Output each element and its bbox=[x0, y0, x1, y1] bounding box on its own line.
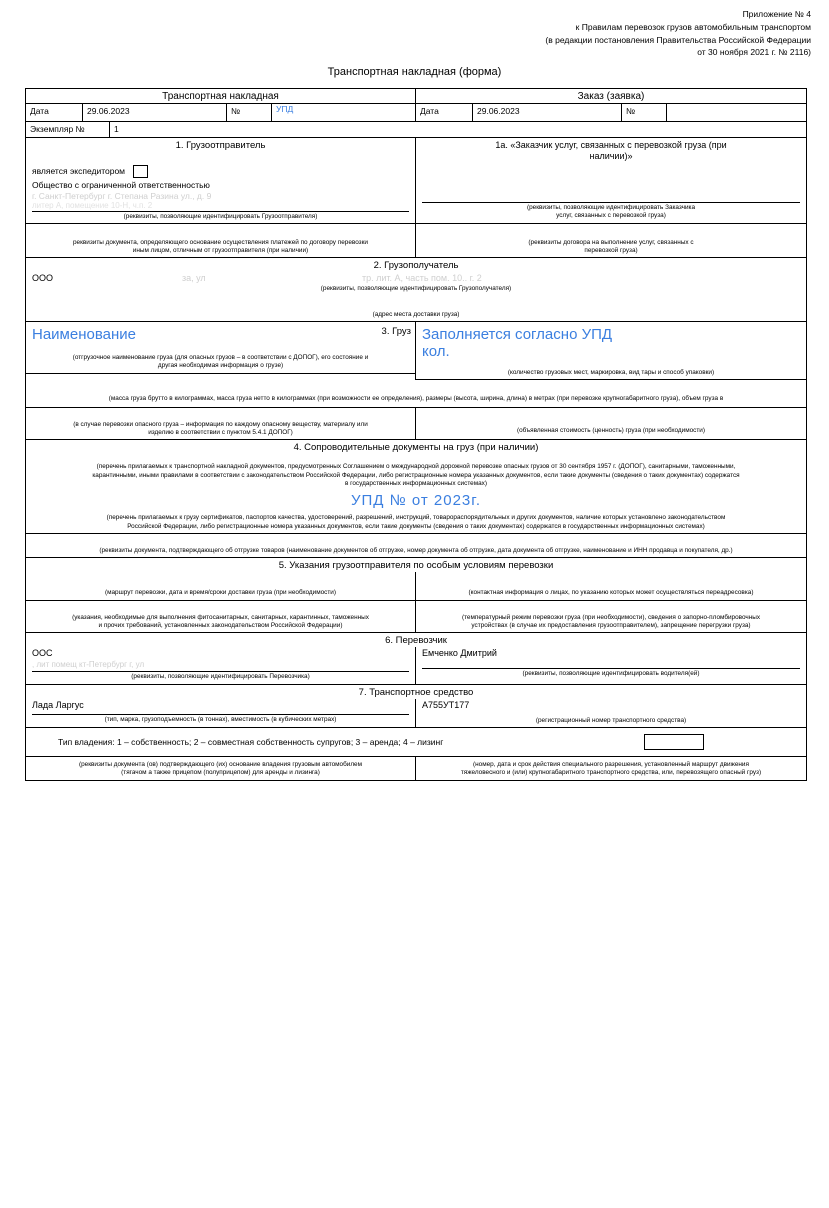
section-1a-title-line1: 1а. «Заказчик услуг, связанных с перевозкой груза (при bbox=[495, 140, 727, 150]
date-label: Дата bbox=[26, 104, 83, 121]
section-3-title: 3. Груз bbox=[381, 326, 411, 338]
section-1-title: 1. Грузоотправитель bbox=[175, 140, 266, 151]
order-title: Заказ (заявка) bbox=[416, 89, 806, 104]
section-1a-title bbox=[416, 138, 806, 164]
order-date-value[interactable]: 29.06.2023 bbox=[473, 104, 622, 121]
appendix-line-2: к Правилам перевозок грузов автомобильным транспортом bbox=[575, 21, 811, 32]
carrier-name[interactable]: ООС bbox=[32, 648, 53, 659]
vehicle-model[interactable]: Лада Ларгус bbox=[32, 699, 84, 710]
special-permit-hint-line2: тяжеловесного и (или) крупногабаритного транспортного средства, или, перевозящего опасный груз) bbox=[460, 769, 762, 777]
sanitary-requirements-hint-line2: и прочих требований, установленных законодательством Российской Федерации) bbox=[98, 622, 343, 630]
consignee-address-hint: (адрес места доставки груза) bbox=[26, 310, 806, 322]
payment-basis-hint-line2: иным лицом, отличным от грузоотправителя (при наличии) bbox=[132, 247, 309, 255]
consignor-address-1[interactable]: г. Санкт-Петербург г. Степана Разина ул., д. 9 bbox=[32, 190, 212, 201]
copy-value[interactable]: 1 bbox=[114, 124, 119, 134]
section-5-row-1 bbox=[26, 572, 806, 600]
consignor-address-2[interactable]: литер А, помещение 10-Н, ч.п. 2 bbox=[32, 200, 153, 210]
consignee-row bbox=[26, 272, 806, 322]
upd-reference-value[interactable]: УПД № от 2023г. bbox=[350, 492, 482, 510]
accompanying-docs-hint-2-line1: (перечень прилагаемых к грузу сертификатов, паспортов качества, удостоверений, разрешений, инструкций, товарораспорядительных и других документов, наличие которых установлено законодательством bbox=[106, 514, 726, 522]
accompanying-docs-hint-1 bbox=[26, 462, 806, 490]
cargo-name-hint-line2: другая необходимая информация о грузе) bbox=[157, 362, 284, 370]
accompanying-docs-hint-1-line2: карантинными, иными правилами в соответствии с законодательством Российской Федерации, либо регистрационные номера указанных документов, если такие документы (сведения о таких документах) содержатся bbox=[92, 471, 740, 479]
route-hint: (маршрут перевозки, дата и время/сроки доставки груза (при необходимости) bbox=[104, 589, 337, 597]
driver-hint: (реквизиты, позволяющие идентифицировать водителя(ей) bbox=[522, 670, 700, 678]
date-value[interactable]: 29.06.2023 bbox=[83, 104, 227, 121]
service-contract-hint bbox=[416, 238, 806, 258]
ownership-label: Тип владения: 1 – собственность; 2 – совместная собственность супругов; 3 – аренда; 4 – лизинг bbox=[58, 737, 444, 748]
shipment-doc-hint: (реквизиты документа, подтверждающего об отгрузке товаров (наименование документов об отгрузке, номер документа об отгрузке, дата документа об отгрузке, наименование и ИНН продавца и покупателя, др.) bbox=[99, 547, 733, 555]
section-6-title-row bbox=[26, 633, 806, 647]
date-number-row bbox=[26, 104, 806, 122]
consignee-hint: (реквизиты, позволяющие идентифицировать Грузополучателя) bbox=[320, 285, 512, 293]
accompanying-docs-hint-1-line3: в государственных информационных системах) bbox=[344, 480, 487, 488]
ownership-doc-hint-line2: (тягачом а также прицепом (полуприцепом) для аренды и лизинга) bbox=[121, 769, 320, 777]
section-7-title-row bbox=[26, 685, 806, 699]
section-5-title: 5. Указания грузоотправителя по особым условиям перевозки bbox=[278, 560, 554, 572]
carrier-hint: (реквизиты, позволяющие идентифицировать Перевозчика) bbox=[131, 673, 310, 681]
special-permit-hint bbox=[416, 757, 806, 780]
dangerous-goods-hint-line2: изделию в соответствии с пунктом 5.4.1 ДОПОГ) bbox=[148, 429, 293, 437]
appendix-header bbox=[545, 8, 811, 59]
expeditor-label: является экспедитором bbox=[32, 165, 126, 176]
order-number-value[interactable] bbox=[667, 104, 806, 121]
section-2-title-row bbox=[26, 258, 806, 272]
appendix-line-1: Приложение № 4 bbox=[742, 9, 811, 19]
cargo-danger-row bbox=[26, 408, 806, 441]
section-6-title: 6. Перевозчик bbox=[385, 635, 447, 647]
section-4-hint3-row bbox=[26, 534, 806, 558]
form-header-row bbox=[26, 89, 806, 104]
payment-basis-row bbox=[26, 223, 806, 259]
consignee-value-right[interactable]: тр. лит. А, часть пом. 10.. г. 2 bbox=[362, 273, 482, 284]
order-date-label: Дата bbox=[416, 104, 473, 121]
vehicle-hint: (тип, марка, грузоподъемность (в тоннах), вместимость (в кубических метрах) bbox=[104, 715, 337, 723]
cargo-right-blue-1[interactable]: Заполняется согласно УПД bbox=[422, 326, 613, 344]
accompanying-docs-hint-2-line2: Российской Федерации, либо регистрационные номера указанных документов, если такие документы (сведения о таких документах) содержатся в государственных информационных системах) bbox=[127, 522, 705, 530]
section-5-title-row bbox=[26, 558, 806, 572]
waybill-date-block bbox=[26, 104, 416, 122]
section-4-hint1-row bbox=[26, 454, 806, 534]
section-1-titles bbox=[26, 138, 806, 164]
consignee-value-left[interactable]: ООО bbox=[32, 273, 54, 284]
section-2-title: 2. Грузополучатель bbox=[373, 260, 459, 272]
service-contract-hint-line2: перевозкой груза) bbox=[584, 247, 638, 255]
section-6-row bbox=[26, 647, 806, 684]
sanitary-requirements-hint-line1: (указания, необходимые для выполнения фитосанитарных, санитарных, карантинных, таможенных bbox=[72, 613, 369, 621]
cargo-name-value[interactable]: Наименование bbox=[32, 326, 136, 344]
payment-basis-hint bbox=[26, 238, 415, 258]
copy-number-row bbox=[26, 122, 806, 138]
ownership-row bbox=[26, 728, 806, 757]
ownership-hints-row bbox=[26, 757, 806, 780]
special-permit-hint-line1: (номер, дата и срок действия специального разрешения, установленный маршрут движения bbox=[473, 761, 749, 769]
temperature-mode-hint bbox=[416, 613, 806, 633]
declared-value-hint: (объявленная стоимость (ценность) груза (при необходимости) bbox=[517, 426, 705, 434]
redirect-contacts-hint: (контактная информация о лицах, по указанию которых может осуществляться переадресовка) bbox=[468, 589, 754, 597]
cargo-mass-hint: (масса груза брутто в килограммах, масса груза нетто в килограммах (при возможности ее определения), размеры (высота, ширина, длина) в метрах (при перевозке крупногабаритного груза), объем груза в bbox=[108, 395, 724, 403]
section-7-title: 7. Транспортное средство bbox=[358, 686, 474, 698]
transport-waybill-form bbox=[25, 88, 807, 781]
expeditor-checkbox[interactable] bbox=[133, 165, 148, 178]
consignor-name[interactable]: Общество с ограниченной ответственностью bbox=[32, 179, 210, 190]
consignor-row bbox=[26, 164, 806, 223]
accompanying-docs-hint-1-line1: (перечень прилагаемых к транспортной накладной документов, предусмотренных Соглашением о международной дорожной перевозке опасных грузов от 30 сентября 1957 г. (ДОПОГ), санитарными, таможенными, bbox=[96, 463, 736, 471]
appendix-line-3: (в редакции постановления Правительства Российской Федерации bbox=[545, 34, 811, 45]
consignee-value-mid[interactable]: за, ул bbox=[182, 273, 206, 284]
vehicle-plate[interactable]: А755УТ177 bbox=[422, 699, 470, 710]
accompanying-docs-hint-2 bbox=[26, 513, 806, 534]
cargo-packaging-hint: (количество грузовых мест, маркировка, вид тары и способ упаковки) bbox=[416, 363, 806, 380]
customer-hint bbox=[416, 203, 806, 223]
number-value[interactable]: УПД bbox=[276, 104, 294, 114]
vehicle-plate-hint: (регистрационный номер транспортного средства) bbox=[535, 716, 687, 724]
number-label: № bbox=[227, 104, 272, 121]
appendix-line-4: от 30 ноября 2021 г. № 2116) bbox=[697, 47, 811, 58]
page-title: Транспортная накладная (форма) bbox=[327, 66, 502, 78]
dangerous-goods-hint-line1: (в случае перевозки опасного груза – информация по каждому опасному веществу, материалу или bbox=[73, 420, 368, 428]
temperature-mode-hint-line1: (температурный режим перевозки груза (при необходимости), сведения о запорно-пломбировочных bbox=[461, 613, 761, 621]
copy-label: Экземпляр № bbox=[26, 122, 110, 137]
cargo-right-blue-2[interactable]: кол. bbox=[422, 343, 450, 361]
expeditor-line bbox=[26, 164, 415, 178]
ownership-type-input[interactable] bbox=[644, 734, 704, 750]
payment-basis-hint-line1: реквизиты документа, определяющего основание осуществления платежей по договору перевозки bbox=[73, 238, 368, 246]
section-1a-title-line2: наличии)» bbox=[589, 151, 633, 162]
section-4-title-row bbox=[26, 440, 806, 454]
consignor-hint: (реквизиты, позволяющие идентифицировать Грузоотправителя) bbox=[123, 212, 318, 220]
customer-hint-line1: (реквизиты, позволяющие идентифицировать Заказчика bbox=[526, 203, 696, 211]
cargo-mass-row bbox=[26, 380, 806, 407]
section-3-row bbox=[26, 322, 806, 380]
cargo-name-hint-line1: (отгрузочное наименование груза (для опасных грузов – в соответствии с ДОПОГ), его состояние и bbox=[72, 354, 369, 362]
sanitary-requirements-hint bbox=[26, 613, 415, 633]
section-5-row-2 bbox=[26, 601, 806, 634]
ownership-doc-hint-line1: (реквизиты документа (ов) подтверждающего (их) основание владения грузовым автомобилем bbox=[78, 761, 363, 769]
order-number-label: № bbox=[622, 104, 667, 121]
ownership-doc-hint bbox=[26, 757, 415, 780]
dangerous-goods-hint bbox=[26, 420, 415, 440]
waybill-title: Транспортная накладная bbox=[26, 89, 416, 104]
temperature-mode-hint-line2: устройствах (в случае их предоставления грузоотправителем), запрещение перегрузки груза) bbox=[471, 622, 751, 630]
order-date-block bbox=[416, 104, 806, 122]
cargo-name-hint bbox=[26, 353, 415, 374]
section-7-row bbox=[26, 699, 806, 728]
section-4-title: 4. Сопроводительные документы на груз (при наличии) bbox=[293, 442, 539, 454]
service-contract-hint-line1: (реквизиты договора на выполнение услуг, связанных с bbox=[528, 238, 694, 246]
driver-name[interactable]: Емченко Дмитрий bbox=[422, 648, 497, 659]
customer-hint-line2: услуг, связанных с перевозкой груза) bbox=[556, 211, 666, 219]
carrier-address[interactable]: , лит помещ кт-Петербург г, ул bbox=[32, 660, 145, 670]
